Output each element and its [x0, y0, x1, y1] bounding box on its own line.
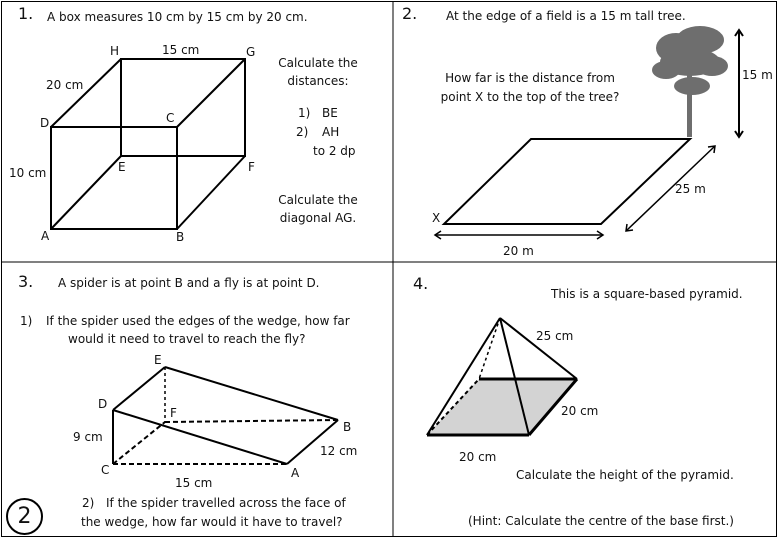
q1-diag-line1: Calculate the [278, 193, 358, 207]
q3-vertex-e: E [154, 353, 162, 367]
q1-vertex-e: E [118, 160, 126, 174]
q3-dim-depth: 12 cm [320, 444, 358, 458]
q1-instr-line1: Calculate the [278, 56, 358, 70]
q1-instr-line2: distances: [287, 74, 349, 88]
q2-prompt: At the edge of a field is a 15 m tall tree. [446, 9, 686, 23]
q2-field-width: 20 m [503, 244, 534, 258]
q3-number: 3. [18, 272, 34, 291]
q2-point-x: X [432, 211, 441, 225]
q1-number: 1. [18, 4, 34, 23]
q1-vertex-b: B [176, 230, 185, 244]
q3-part1-line1: If the spider used the edges of the wedge, how far [46, 314, 350, 328]
q3-vertex-d: D [98, 397, 108, 411]
q2-question-line1: How far is the distance from [445, 71, 615, 85]
q2-number: 2. [402, 4, 418, 23]
q3-part2-line2: the wedge, how far would it have to travel? [81, 515, 343, 529]
q3-vertex-b: B [343, 420, 352, 434]
q3-vertex-c: C [101, 463, 110, 477]
q4-task: Calculate the height of the pyramid. [516, 468, 734, 482]
q3-vertex-a: A [291, 466, 300, 480]
q1-vertex-a: A [41, 229, 50, 243]
q1-vertex-c: C [166, 111, 175, 125]
q1-dim-side: 20 cm [46, 78, 84, 92]
q3-part2-num: 2) [82, 496, 95, 510]
q2-question-line2: point X to the top of the tree? [440, 90, 620, 104]
q4-side-front: 20 cm [459, 450, 497, 464]
q1-item1-num: 1) [298, 106, 311, 120]
q1-item2-text: AH [322, 125, 340, 139]
q3-part1-num: 1) [20, 314, 33, 328]
q3-dim-height: 9 cm [73, 430, 103, 444]
q4-prompt: This is a square-based pyramid. [551, 287, 743, 301]
q1-prompt: A box measures 10 cm by 15 cm by 20 cm. [47, 10, 308, 24]
q1-vertex-f: F [248, 160, 255, 174]
q3-dim-length: 15 cm [175, 476, 213, 490]
q1-item2-num: 2) [296, 125, 309, 139]
q3-part2-line1: If the spider travelled across the face of [106, 496, 346, 510]
q1-diag-line2: diagonal AG. [279, 211, 357, 225]
q4-number: 4. [413, 274, 429, 293]
q3-prompt: A spider is at point B and a fly is at point D. [58, 276, 320, 290]
q1-dim-height: 10 cm [9, 166, 47, 180]
q3-vertex-f: F [170, 406, 177, 420]
q1-vertex-h: H [110, 44, 120, 58]
q3-part1-line2: would it need to travel to reach the fly? [68, 332, 306, 346]
q1-item1-text: BE [322, 106, 338, 120]
q1-vertex-d: D [40, 116, 50, 130]
q2-tree-height: 15 m [742, 68, 773, 82]
q1-dim-top: 15 cm [162, 43, 200, 57]
q2-field-depth: 25 m [675, 182, 706, 196]
page-number-badge: 2 [6, 498, 43, 535]
q1-item-note: to 2 dp [313, 144, 356, 158]
wedge-diagram [113, 367, 338, 464]
q4-side-right: 20 cm [561, 404, 599, 418]
q4-slant: 25 cm [536, 329, 574, 343]
q4-hint: (Hint: Calculate the centre of the base first.) [468, 514, 734, 528]
q1-vertex-g: G [246, 45, 256, 59]
tree-icon [652, 26, 728, 137]
